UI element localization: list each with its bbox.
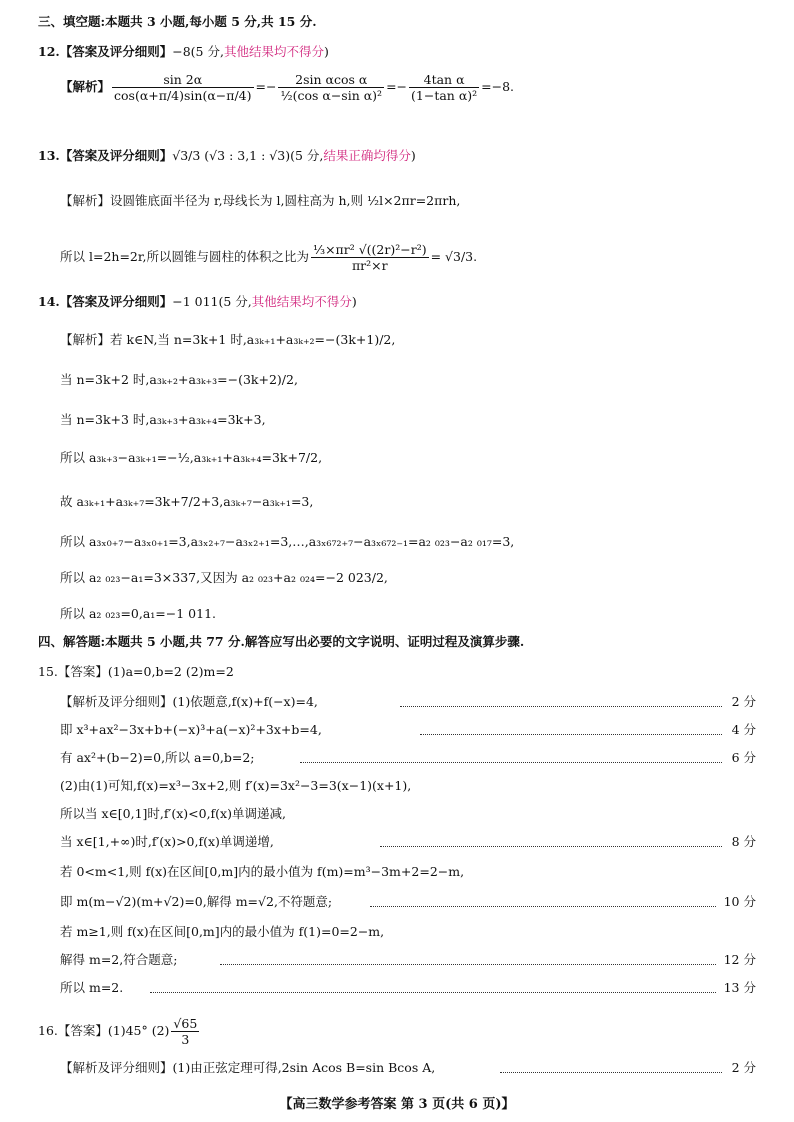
leader-dots xyxy=(300,762,722,763)
leader-dots xyxy=(400,706,722,707)
q15-step: 【解析及评分细则】(1)依题意,f(x)+f(−x)=4, xyxy=(60,694,318,709)
q12-frac3-den: (1−tan α)² xyxy=(411,88,478,103)
q15-score: 13 分 xyxy=(723,980,756,995)
q15-step: (2)由(1)可知,f(x)=x³−3x+2,则 f′(x)=3x²−3=3(x−1)(x+1), xyxy=(60,778,412,793)
q13-solution-line1: 【解析】设圆锥底面半径为 r,母线长为 l,圆柱高为 h,则 ½l×2πr=2πrh, xyxy=(60,193,461,208)
q13-ratio-den: πr²×r xyxy=(351,258,388,273)
q15-step: 解得 m=2,符合题意; xyxy=(60,952,178,967)
q12-frac2-num: 2sin αcos α xyxy=(278,72,384,88)
q16-step: 【解析及评分细则】(1)由正弦定理可得,2sin Acos B=sin Bcos A, xyxy=(60,1060,436,1075)
q14-line: 当 n=3k+3 时,a₃ₖ₊₃+a₃ₖ₊₄=3k+3, xyxy=(60,412,266,427)
section-4-header: 四、解答题:本题共 5 小题,共 77 分.解答应写出必要的文字说明、证明过程及演算步骤. xyxy=(38,634,525,649)
q15-step: 若 0<m<1,则 f(x)在区间[0,m]内的最小值为 f(m)=m³−3m+2=2−m, xyxy=(60,864,465,879)
q12-solution: 【解析】 $\frac{\sin 2\alpha}{\cos(\alpha+\pi/4)\sin(\alpha-\pi/4)}$ =− $\frac{\text{2sin αcos α}}{\text{½(cos α−sin α)²}}$ =− $\frac{\text{4tan α}}{\text{(1−tan α)²}}$ =−8. xyxy=(60,72,515,103)
q16-score: 2 分 xyxy=(731,1060,756,1075)
q15-score: 10 分 xyxy=(723,894,756,909)
q15-step: 若 m≥1,则 f(x)在区间[0,m]内的最小值为 f(1)=0=2−m, xyxy=(60,924,385,939)
q16-head: 16.【答案】(1)45° (2) xyxy=(38,1023,170,1038)
q12-head: 12.【答案及评分细则】 xyxy=(38,44,173,59)
q15-score: 8 分 xyxy=(731,834,756,849)
q13-answer: √3/3 (√3 : 3,1 : √3)(5 分, xyxy=(172,148,324,163)
q13-head: 13.【答案及评分细则】 xyxy=(38,148,173,163)
q15-score: 12 分 xyxy=(723,952,756,967)
q14-note: 其他结果均不得分 xyxy=(251,294,352,309)
q14-line: 所以 a₃ₖ₊₃−a₃ₖ₊₁=−½,a₃ₖ₊₁+a₃ₖ₊₄=3k+7/2, xyxy=(60,450,323,465)
q14-answer-line: 14.【答案及评分细则】−1 011(5 分,其他结果均不得分) xyxy=(38,294,357,309)
q12-frac3-num: 4tan α xyxy=(409,72,479,88)
q15-score: 6 分 xyxy=(731,750,756,765)
q15-answer: 15.【答案】(1)a=0,b=2 (2)m=2 xyxy=(38,664,234,679)
q12-frac1-den: cos(α+π/4)sin(α−π/4) xyxy=(114,88,252,103)
q15-step: 当 x∈[1,+∞)时,f′(x)>0,f(x)单调递增, xyxy=(60,834,274,849)
leader-dots xyxy=(150,992,716,993)
q15-score: 4 分 xyxy=(731,722,756,737)
q15-step: 即 m(m−√2)(m+√2)=0,解得 m=√2,不符题意; xyxy=(60,894,333,909)
q15-step: 即 x³+ax²−3x+b+(−x)³+a(−x)²+3x+b=4, xyxy=(60,722,322,737)
q14-head: 14.【答案及评分细则】 xyxy=(38,294,173,309)
q14-line: 所以 a₂ ₀₂₃=0,a₁=−1 011. xyxy=(60,606,217,621)
q13-answer-line: 13.【答案及评分细则】√3/3 (√3 : 3,1 : √3)(5 分,结果正确均得分) xyxy=(38,148,416,163)
q13-ratio-num: ⅓×πr² √((2r)²−r²) xyxy=(312,242,427,257)
q14-line: 故 a₃ₖ₊₁+a₃ₖ₊₇=3k+7/2+3,a₃ₖ₊₇−a₃ₖ₊₁=3, xyxy=(60,494,314,509)
q15-score: 2 分 xyxy=(731,694,756,709)
q12-frac1-num: sin 2α xyxy=(112,72,254,88)
q14-line: 所以 a₂ ₀₂₃−a₁=3×337,又因为 a₂ ₀₂₃+a₂ ₀₂₄=−2 023/2, xyxy=(60,570,388,585)
q12-answer-line: 12.【答案及评分细则】−8(5 分,其他结果均不得分) xyxy=(38,44,329,59)
q15-step: 有 ax²+(b−2)=0,所以 a=0,b=2; xyxy=(60,750,255,765)
q15-step: 所以 m=2. xyxy=(60,980,124,995)
q14-line: 当 n=3k+2 时,a₃ₖ₊₂+a₃ₖ₊₃=−(3k+2)/2, xyxy=(60,372,298,387)
q13-solution-line2: 所以 l=2h=2r,所以圆锥与圆柱的体积之比为 $\frac{\text{⅓×πr² √((2r)²−r²)}}{\text{πr²×r}}$ = √3/3. xyxy=(60,242,478,273)
q16-frac-num: √65 xyxy=(173,1016,198,1031)
q16-answer-line xyxy=(38,1014,201,1048)
section-3-header: 三、填空题:本题共 3 小题,每小题 5 分,共 15 分. xyxy=(38,14,317,29)
q15-step: 所以当 x∈[0,1]时,f′(x)<0,f(x)单调递减, xyxy=(60,806,286,821)
q16-frac-den: 3 xyxy=(181,1032,190,1047)
leader-dots xyxy=(380,846,722,847)
q14-line: 所以 a₃ₓ₀₊₇−a₃ₓ₀₊₁=3,a₃ₓ₂₊₇−a₃ₓ₂₊₁=3,…,a₃ₓ₆₇₂₊₇−a₃ₓ₆₇₂₋₁=a₂ ₀₂₃−a₂ ₀₁₇=3, xyxy=(60,534,515,549)
q12-note: 其他结果均不得分 xyxy=(223,44,324,59)
leader-dots xyxy=(370,906,716,907)
q13-note: 结果正确均得分 xyxy=(323,148,411,163)
q14-line: 【解析】若 k∈N,当 n=3k+1 时,a₃ₖ₊₁+a₃ₖ₊₂=−(3k+1)/2, xyxy=(60,332,396,347)
leader-dots xyxy=(420,734,722,735)
leader-dots xyxy=(500,1072,722,1073)
q12-answer: −8(5 分, xyxy=(172,44,224,59)
page-footer: 【高三数学参考答案 第 3 页(共 6 页)】 xyxy=(279,1097,515,1112)
leader-dots xyxy=(220,964,716,965)
q12-frac2-den: ½(cos α−sin α)² xyxy=(280,88,383,103)
q14-answer: −1 011(5 分, xyxy=(172,294,252,309)
